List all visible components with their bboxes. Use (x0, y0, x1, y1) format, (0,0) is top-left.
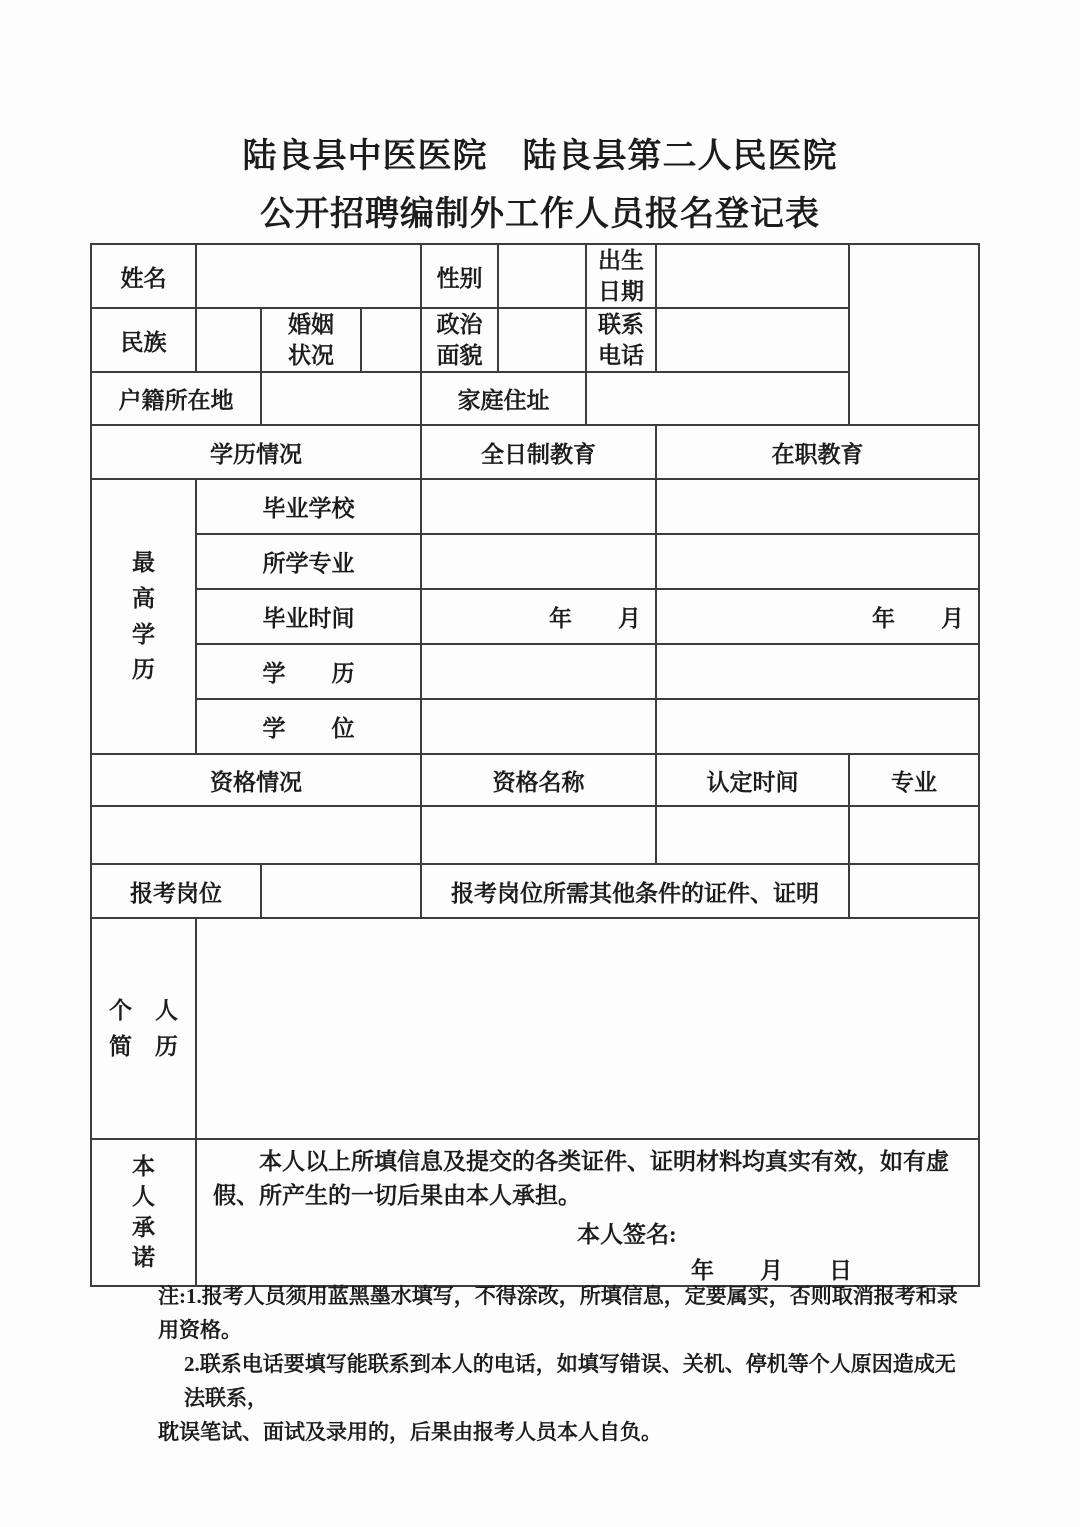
graduation-school-label: 毕业学校 (196, 479, 421, 534)
registration-form-table (90, 243, 980, 1287)
qualification-name-header: 资格名称 (421, 754, 656, 806)
education-level-onjob-cell[interactable] (656, 644, 979, 699)
education-level-fulltime-cell[interactable] (421, 644, 656, 699)
contact-phone-label-text: 联系电话 (598, 312, 645, 369)
political-status-input-cell[interactable] (498, 308, 586, 372)
home-address-input-cell[interactable] (586, 372, 849, 425)
table-row (91, 372, 979, 425)
note-line-1: 注:1.报考人员须用蓝黑墨水填写，不得涂改，所填信息，定要属实，否则取消报考和录用资格。 (158, 1284, 958, 1342)
birth-date-input-cell[interactable] (656, 244, 849, 308)
signature-label[interactable]: 本人签名: (577, 1222, 677, 1248)
education-section-header: 学历情况 (91, 425, 421, 479)
table-row (91, 644, 979, 699)
table-row (91, 864, 979, 918)
political-status-label (421, 308, 498, 372)
birth-date-label (586, 244, 656, 308)
name-label: 姓名 (91, 244, 196, 308)
education-level-label: 学 历 (196, 644, 421, 699)
political-status-label-text: 政治面貌 (436, 312, 483, 369)
photo-cell[interactable] (849, 244, 979, 425)
major-fulltime-cell[interactable] (421, 534, 656, 589)
academic-degree-fulltime-cell[interactable] (421, 699, 656, 754)
table-row (91, 425, 979, 479)
table-row (91, 589, 979, 644)
commitment-label (91, 1139, 196, 1286)
note-line-2: 2.联系电话要填写能联系到本人的电话，如填写错误、关机、停机等个人原因造成无法联系， (184, 1352, 956, 1410)
gender-label: 性别 (421, 244, 498, 308)
table-row (91, 806, 979, 864)
on-job-education-header: 在职教育 (656, 425, 979, 479)
table-row (91, 479, 979, 534)
graduation-school-onjob-cell[interactable] (656, 479, 979, 534)
position-documents-input-cell[interactable] (849, 864, 979, 918)
major-onjob-cell[interactable] (656, 534, 979, 589)
graduation-time-label: 毕业时间 (196, 589, 421, 644)
qualification-input-cell[interactable] (91, 806, 421, 864)
resume-label-line1: 个 人 (109, 998, 178, 1024)
birth-date-label-text: 出生日期 (598, 248, 645, 305)
certification-time-header: 认定时间 (656, 754, 849, 806)
resume-label-line2: 简 历 (109, 1033, 178, 1059)
position-documents-label: 报考岗位所需其他条件的证件、证明 (421, 864, 849, 918)
table-row (91, 918, 979, 1139)
commitment-label-text: 本人承诺 (132, 1153, 155, 1271)
qualification-name-input-cell[interactable] (421, 806, 656, 864)
page-title: 陆良县中医医院 陆良县第二人民医院 (242, 138, 838, 175)
page-subtitle: 公开招聘编制外工作人员报名登记表 (260, 196, 820, 233)
certification-time-input-cell[interactable] (656, 806, 849, 864)
highest-education-label-text: 最高学历 (132, 550, 155, 683)
gender-input-cell[interactable] (498, 244, 586, 308)
academic-degree-onjob-cell[interactable] (656, 699, 979, 754)
qualification-section-header: 资格情况 (91, 754, 421, 806)
ethnicity-input-cell[interactable] (196, 308, 261, 372)
household-location-label: 户籍所在地 (91, 372, 261, 425)
commitment-content-cell (196, 1139, 979, 1286)
page-title-block (0, 128, 1080, 244)
graduation-school-fulltime-cell[interactable] (421, 479, 656, 534)
graduation-time-onjob-cell[interactable]: 年 月 (656, 589, 979, 644)
note-line-3: 耽误笔试、面试及录用的，后果由报考人员本人自负。 (158, 1420, 662, 1444)
resume-label (91, 918, 196, 1139)
table-row (91, 308, 979, 372)
name-input-cell[interactable] (196, 244, 421, 308)
form-notes (158, 1279, 958, 1449)
table-row (91, 1139, 979, 1286)
marital-status-label-text: 婚姻状况 (288, 312, 334, 369)
marital-status-label (261, 308, 361, 372)
table-row (91, 699, 979, 754)
full-time-education-header: 全日制教育 (421, 425, 656, 479)
major-label: 所学专业 (196, 534, 421, 589)
table-row (91, 244, 979, 308)
applied-position-label: 报考岗位 (91, 864, 261, 918)
qualification-major-input-cell[interactable] (849, 806, 979, 864)
ethnicity-label: 民族 (91, 308, 196, 372)
applied-position-input-cell[interactable] (261, 864, 421, 918)
commitment-text: 本人以上所填信息及提交的各类证件、证明材料均真实有效，如有虚假、所产生的一切后果由本人承担。 (213, 1149, 949, 1209)
household-location-input-cell[interactable] (261, 372, 421, 425)
highest-education-label (91, 479, 196, 754)
graduation-time-fulltime-cell[interactable]: 年 月 (421, 589, 656, 644)
qualification-major-header: 专业 (849, 754, 979, 806)
academic-degree-label: 学 位 (196, 699, 421, 754)
commitment-date-placeholder[interactable]: 年 月 日 (691, 1258, 852, 1284)
contact-phone-input-cell[interactable] (656, 308, 849, 372)
table-row (91, 534, 979, 589)
home-address-label: 家庭住址 (421, 372, 586, 425)
contact-phone-label (586, 308, 656, 372)
table-row (91, 754, 979, 806)
resume-input-cell[interactable] (196, 918, 979, 1139)
marital-status-input-cell[interactable] (361, 308, 421, 372)
